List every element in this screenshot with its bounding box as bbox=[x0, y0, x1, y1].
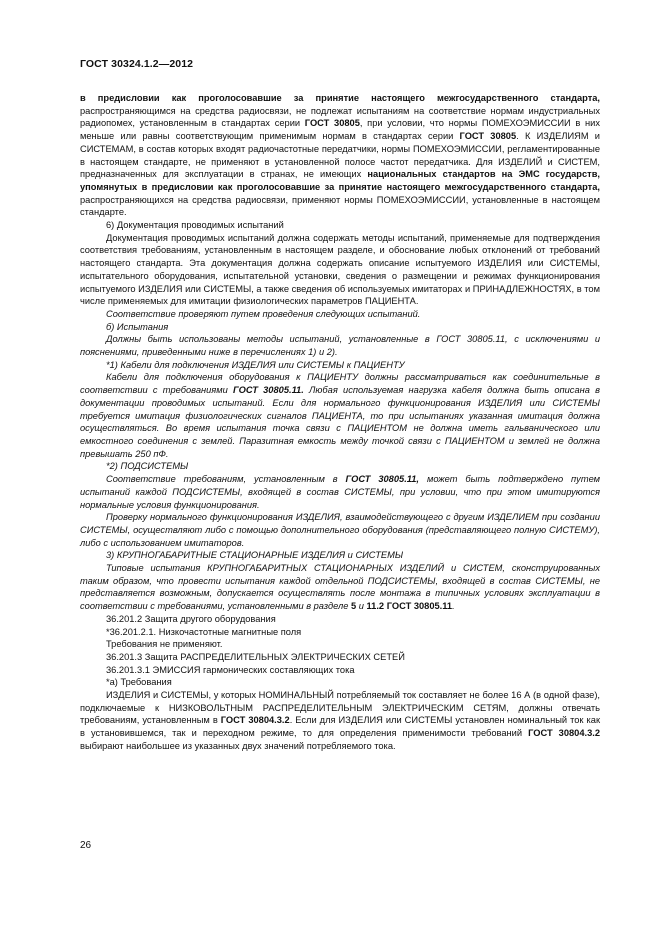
text: . К ИЗДЕЛИЯМ и СИСТЕМАМ, в состав которых входят радиочастотные передатчики, нормы ПОМЕХОЭМИССИИ, регламентированные в настоящем стандарте, не применяют в установленной полосе частот передатчика. Для ИЗДЕЛИЙ и СИСТЕМ, предназначенных для эксплуатации в странах, не имеющих bbox=[80, 131, 600, 180]
text: Кабели для подключения оборудования к ПАЦИЕНТУ должны рассматриваться как соединительные в соответствии с требованиями bbox=[80, 372, 600, 396]
paragraph-harmonics bbox=[80, 689, 600, 753]
clause-36-201-3-1: 36.201.3.1 ЭМИССИЯ гармонических составляющих тока bbox=[106, 664, 355, 675]
text: Типовые испытания КРУПНОГАБАРИТНЫХ СТАЦИОНАРНЫХ ИЗДЕЛИЙ и СИСТЕМ, сконструированных таким образом, что провести испытания каждой отдельной ПОДСИСТЕМЫ, входящей в состав СИСТЕМЫ, не представляется возможным, допускается осуществлять после монтажа в типичных условиях эксплуатации в соответствии с требованиями, установленными в разделе bbox=[80, 563, 600, 612]
item-3-body bbox=[80, 562, 600, 613]
text: распространяющихся на средства радиосвязи, применяют нормы ПОМЕХОЭМИССИИ, установленные в настоящем стандарте. bbox=[80, 194, 600, 218]
page-body bbox=[80, 92, 600, 753]
standard-ref: ГОСТ 30805 bbox=[459, 131, 517, 142]
text: может быть подтверждено путем испытаний каждой ПОДСИСТЕМЫ, входящей в состав СИСТЕМЫ, при условии, что при этом имитируются нормальные условия функционирования. bbox=[80, 474, 601, 510]
bold-text: в предисловии как проголосовавшие за принятие настоящего межгосударственного стандарта, bbox=[80, 93, 600, 103]
item-1-body bbox=[80, 371, 600, 460]
item-1-title: *1) Кабели для подключения ИЗДЕЛИЯ или СИСТЕМЫ к ПАЦИЕНТУ bbox=[106, 359, 405, 370]
text: ИЗДЕЛИЯ и СИСТЕМЫ, у которых НОМИНАЛЬНЫЙ потребляемый ток составляет не более 16 А (в одной фазе), подключаемые к НИЗКОВОЛЬТНЫМ РАСПРЕДЕЛИТЕЛЬНЫМ ЭЛЕКТРИЧЕСКИМ СЕТЯМ, должны отвечать требованиям, установленным в bbox=[80, 690, 600, 726]
standard-ref: ГОСТ 30804.3.2 bbox=[220, 715, 290, 726]
text: . bbox=[452, 601, 455, 612]
requirements-heading: *а) Требования bbox=[106, 677, 172, 688]
standard-ref: ГОСТ 30805.11 bbox=[386, 601, 453, 612]
standard-ref: ГОСТ 30805.11, bbox=[345, 474, 420, 485]
paragraph-radio-exemption bbox=[80, 92, 600, 219]
section-ref: 5 bbox=[351, 601, 357, 612]
text: . Если для ИЗДЕЛИЯ или СИСТЕМЫ установлен номинальный ток как в установившемся, так и переходном режиме, то для определения применимости требований bbox=[80, 715, 601, 739]
standard-ref: ГОСТ 30805 bbox=[304, 118, 360, 129]
section-b-title: б) Испытания bbox=[106, 321, 169, 332]
clause-36-201-3: 36.201.3 Защита РАСПРЕДЕЛИТЕЛЬНЫХ ЭЛЕКТРИЧЕСКИХ СЕТЕЙ bbox=[106, 651, 405, 662]
standard-ref: ГОСТ 30804.3.2 bbox=[528, 728, 601, 739]
clause-text: Требования не применяют. bbox=[106, 639, 223, 650]
text: выбирают наибольшее из указанных двух значений потребляемого тока. bbox=[80, 740, 396, 751]
text: распространяющимся на средства радиосвязи, не подлежат испытаниям на соответствие нормам индустриальных радиопомех, установленным в стандартах серии bbox=[80, 105, 600, 129]
standard-ref: ГОСТ 30805.11. bbox=[233, 385, 304, 396]
bold-text: национальных стандартов на ЭМС государств, упомянутых в предисловии как проголосовавшие за принятие настоящего межгосударственного стандарта, bbox=[80, 169, 600, 192]
text: Соответствие требованиям, установленным в bbox=[106, 474, 346, 485]
compliance-statement: Соответствие проверяют путем проведения следующих испытаний. bbox=[106, 308, 421, 319]
page-number: 26 bbox=[80, 840, 92, 851]
item-2-body-1 bbox=[80, 473, 600, 511]
section-6-title: 6) Документация проводимых испытаний bbox=[106, 220, 284, 231]
item-3-title: 3) КРУПНОГАБАРИТНЫЕ СТАЦИОНАРНЫЕ ИЗДЕЛИЯ и СИСТЕМЫ bbox=[106, 550, 404, 561]
section-6-body: Документация проводимых испытаний должна содержать методы испытаний, применяемые для подтверждения соответствия требованиям, установленным в настоящем разделе, и обоснование любых отклонений от требований настоящего стандарта. Эта документация должна содержать описание испытуемого ИЗДЕЛИЯ или СИСТЕМЫ, испытательного оборудования, испытательной установки, сведения о размещении и режимах функционирования испытуемого ИЗДЕЛИЯ или СИСТЕМЫ, а также сведения об используемых имитаторах и ПРИНАДЛЕЖНОСТЯХ, в том числе применяемых для имитации физиологических параметров ПАЦИЕНТА. bbox=[80, 232, 600, 307]
text: и bbox=[356, 601, 367, 612]
item-2-title: *2) ПОДСИСТЕМЫ bbox=[106, 461, 189, 472]
clause-36-201-2: 36.201.2 Защита другого оборудования bbox=[106, 613, 276, 624]
document-header: ГОСТ 30324.1.2—2012 bbox=[80, 58, 194, 70]
item-2-body-2: Проверку нормального функционирования ИЗДЕЛИЯ, взаимодействующего с другим ИЗДЕЛИЕМ при создании СИСТЕМЫ, осуществляют либо с помощью дополнительного оборудования (представляющего полную СИСТЕМУ), либо с использованием имитаторов. bbox=[80, 512, 600, 548]
text: , при условии, что нормы ПОМЕХОЭМИССИИ в них меньше или равны соответствующим применимым нормам в стандартах серии bbox=[80, 118, 600, 142]
text: Любая используемая нагрузка кабеля должна быть описана в документации проводимых испытаний. Если для нормального функционирования ИЗДЕЛИЯ или СИСТЕМЫ требуется имитация физиологических сигналов ПАЦИЕНТА, то при испытаниях указанная имитация должна осуществляться. Во время испытания точка связи с ПАЦИЕНТОМ не должна иметь гальванического или емкостного соединения с землей. Паразитная емкость между точкой связи с ПАЦИЕНТОМ и землей не должна превышать 250 пФ. bbox=[80, 385, 600, 459]
clause-36-201-2-1: *36.201.2.1. Низкочастотные магнитные поля bbox=[106, 626, 302, 637]
section-ref: 11.2 bbox=[366, 601, 385, 612]
section-b-body: Должны быть использованы методы испытаний, установленные в ГОСТ 30805.11, с исключениями и пояснениями, приведенными ниже в перечислениях 1) и 2). bbox=[80, 334, 600, 358]
